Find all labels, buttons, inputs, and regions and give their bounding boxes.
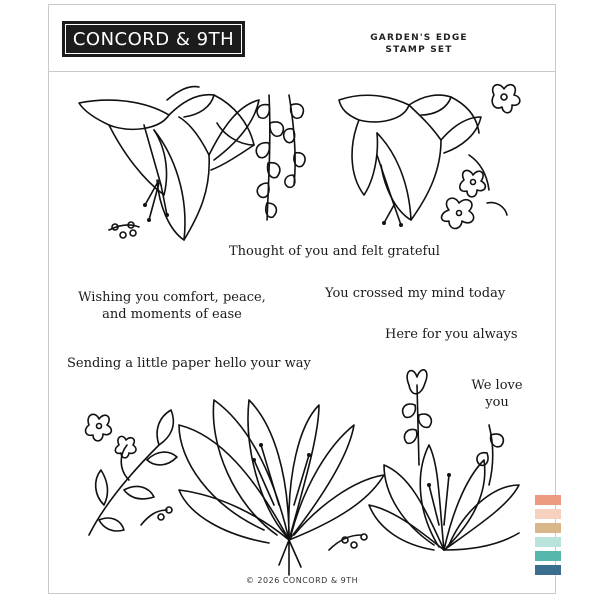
ink-swatch <box>535 495 561 505</box>
ink-color-swatches <box>535 495 561 579</box>
sentiment-wishing-line2: and moments of ease <box>102 307 242 322</box>
ink-swatch <box>535 537 561 547</box>
stamp-set-card <box>48 4 556 594</box>
bottom-center-flower <box>179 400 384 575</box>
sentiment-crossed-my-mind: You crossed my mind today <box>325 286 506 301</box>
top-left-flower <box>79 87 259 240</box>
bottom-left-sprig <box>86 410 177 535</box>
product-title-line2: STAMP SET <box>385 45 453 55</box>
brand-name: CONCORD & 9TH <box>72 28 235 50</box>
product-title-line1: GARDEN'S EDGE <box>370 33 468 43</box>
sentiment-here-for-you: Here for you always <box>385 327 518 342</box>
sentiment-sending-hello: Sending a little paper hello your way <box>67 356 311 371</box>
hanging-vine <box>256 95 305 220</box>
ink-swatch <box>535 509 561 519</box>
ink-swatch <box>535 551 561 561</box>
sentiment-we-love-line2: you <box>485 395 509 410</box>
sentiment-thought-of-you: Thought of you and felt grateful <box>229 244 440 259</box>
sentiment-we-love-you <box>457 377 537 411</box>
copyright-footer: © 2026 CONCORD & 9TH <box>245 576 359 585</box>
ink-swatch <box>535 565 561 575</box>
ink-swatch <box>535 523 561 533</box>
top-right-flower <box>339 85 520 229</box>
sentiment-wishing-you-comfort <box>67 289 277 323</box>
sentiment-we-love-line1: We love <box>471 378 523 393</box>
sentiment-wishing-line1: Wishing you comfort, peace, <box>78 290 266 305</box>
